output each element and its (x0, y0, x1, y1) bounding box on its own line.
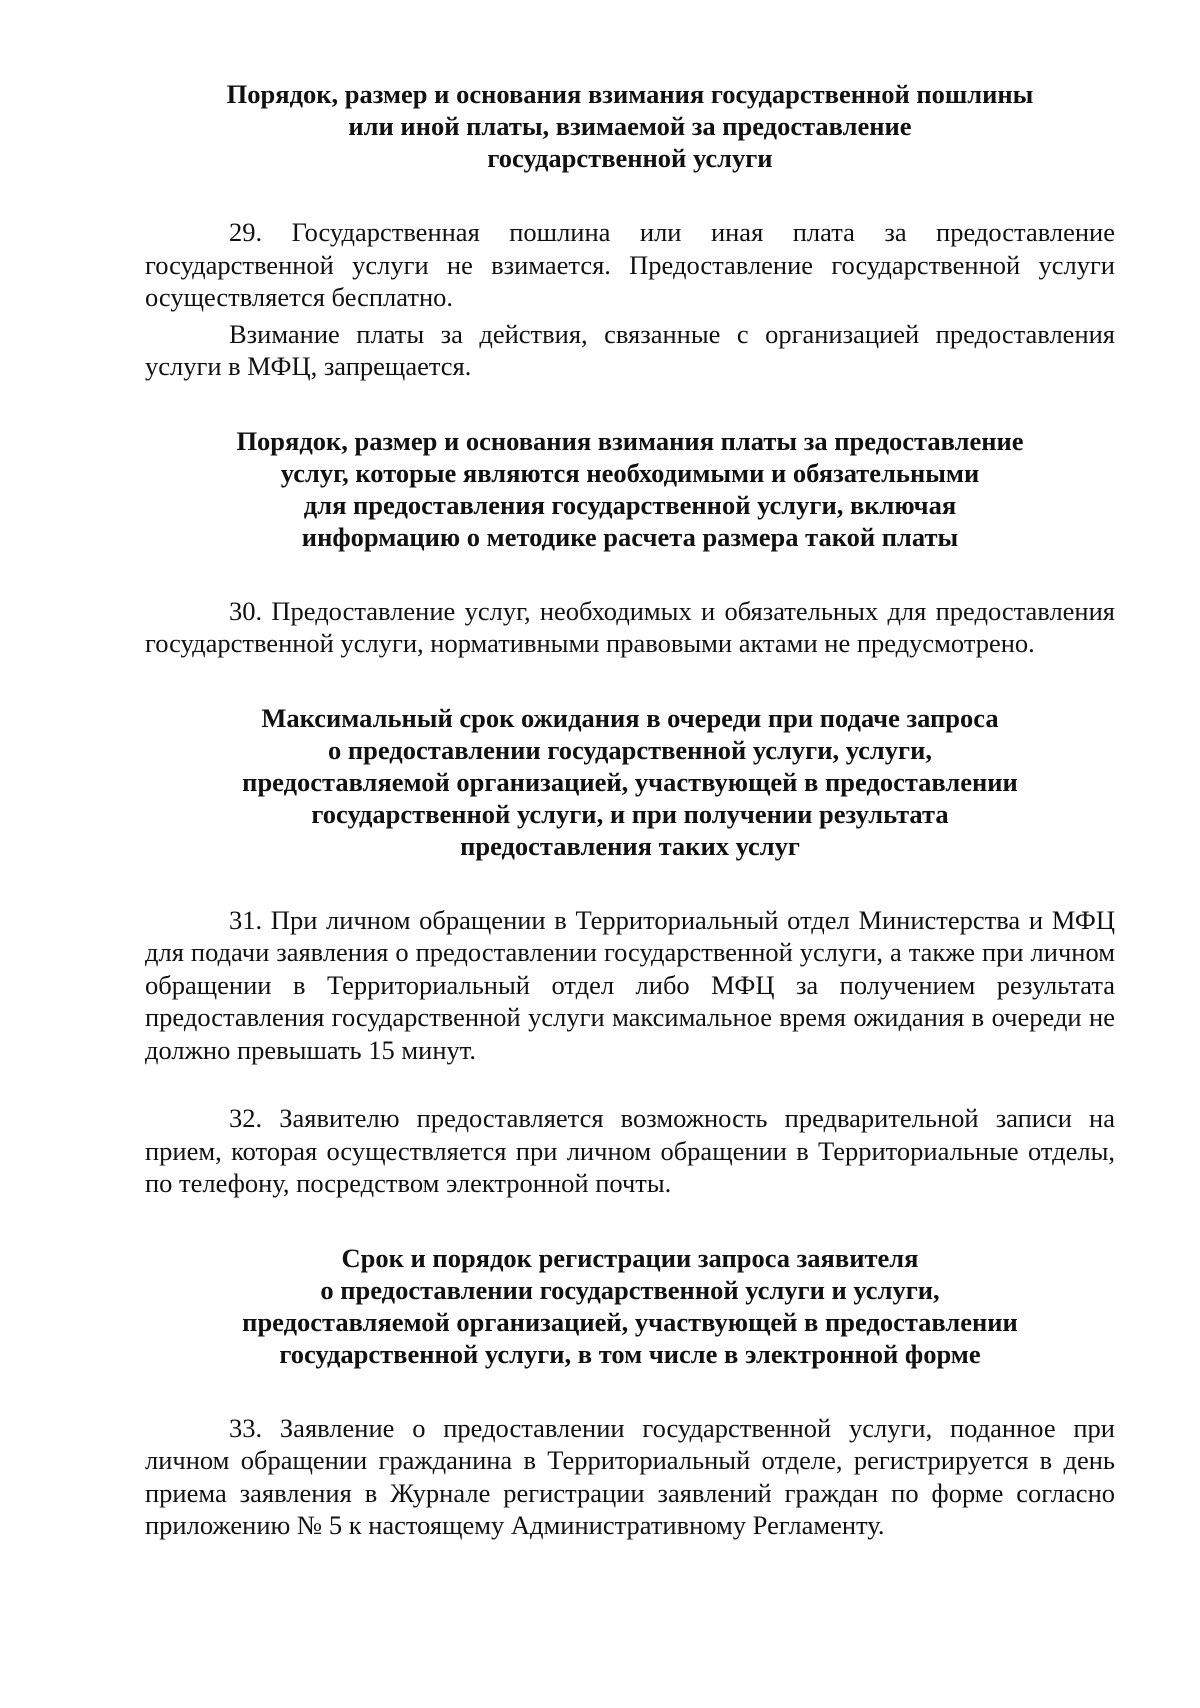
heading-line: Порядок, размер и основания взимания платы за предоставление (236, 425, 1024, 456)
heading-line: услуг, которые являются необходимыми и обязательными (280, 457, 980, 488)
heading-line: государственной услуги, и при получении результата (311, 798, 949, 829)
heading-line: о предоставлении государственной услуги, услуги, (328, 734, 932, 765)
paragraph-29: 29. Государственная пошлина или иная плата за предоставление государственной услуги не взимается. Предоставление государственной услуги осуществляется бесплатно. (145, 217, 1115, 312)
paragraph-32: 32. Заявителю предоставляется возможность предварительной записи на прием, которая осуществляется при личном обращении в Территориальные отделы, по телефону, посредством электронной почты. (145, 1103, 1115, 1198)
heading-line: государственной услуги (487, 143, 773, 173)
section-heading-fee (145, 78, 1115, 174)
heading-line: о предоставлении государственной услуги и услуги, (320, 1274, 940, 1305)
paragraph-33: 33. Заявление о предоставлении государственной услуги, поданное при личном обращении гражданина в Территориальный отделе, регистрируется в день приема заявления в Журнале регистрации заявлений граждан по форме согласно приложению № 5 к настоящему Административному Регламенту. (145, 1412, 1115, 1540)
heading-line: Порядок, размер и основания взимания государственной пошлины (226, 79, 1034, 109)
heading-line: для предоставления государственной услуги, включая (303, 489, 957, 520)
document-body (145, 78, 1115, 1542)
paragraph-30: 30. Предоставление услуг, необходимых и обязательных для предоставления государственной услуги, нормативными правовыми актами не предусмотрено. (145, 595, 1115, 658)
heading-line: информацию о методике расчета размера такой платы (301, 521, 959, 552)
paragraph-31: 31. При личном обращении в Территориальный отдел Министерства и МФЦ для подачи заявления о предоставлении государственной услуги, а также при личном обращении в Территориальный отдел либо МФЦ за получением результата предоставления государственной услуги максимальное время ожидания в очереди не должно превышать 15 минут. (145, 904, 1115, 1065)
heading-line: или иной платы, взимаемой за предоставление (348, 111, 912, 141)
paragraph-29-mfc: Взимание платы за действия, связанные с организацией предоставления услуги в МФЦ, запрещается. (145, 318, 1115, 381)
section-heading-queue-time (145, 702, 1115, 862)
heading-line: Максимальный срок ожидания в очереди при подаче запроса (261, 702, 999, 733)
section-heading-registration (145, 1242, 1115, 1370)
heading-line: Срок и порядок регистрации запроса заявителя (341, 1242, 919, 1273)
heading-line: предоставления таких услуг (460, 830, 800, 861)
heading-line: государственной услуги, в том числе в электронной форме (279, 1338, 981, 1369)
heading-line: предоставляемой организацией, участвующей в предоставлении (242, 766, 1018, 797)
heading-line: предоставляемой организацией, участвующей в предоставлении (242, 1306, 1018, 1337)
section-heading-required-services-fee (145, 425, 1115, 553)
